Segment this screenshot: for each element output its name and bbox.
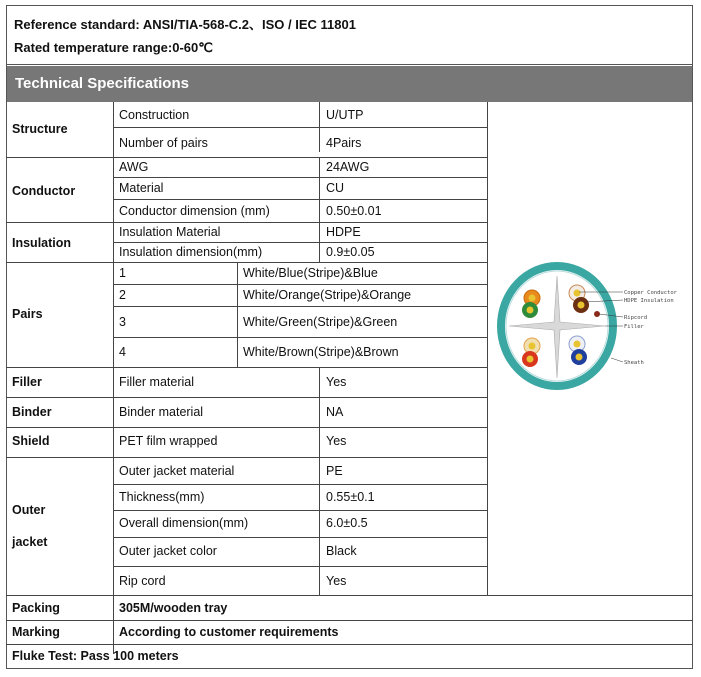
pair-number: 3 (119, 315, 126, 329)
thickness-label: Thickness(mm) (119, 490, 205, 504)
insulation-material-value: HDPE (326, 225, 361, 239)
awg-value: 24AWG (326, 160, 370, 174)
filler-material-value: Yes (326, 375, 347, 389)
category-outer-jacket-line1: Outer (12, 503, 46, 517)
category-insulation: Insulation (12, 236, 72, 250)
packing-value: 305M/wooden tray (119, 601, 228, 615)
construction-label: Construction (119, 108, 190, 122)
pairs-count-label: Number of pairs (119, 136, 208, 150)
pair-number: 1 (119, 266, 126, 280)
jacket-color-value: Black (326, 544, 357, 558)
outer-jacket-material-value: PE (326, 464, 343, 478)
category-pairs: Pairs (12, 307, 43, 321)
insulation-material-label: Insulation Material (119, 225, 221, 239)
insulation-dimension-value: 0.9±0.05 (326, 245, 375, 259)
jacket-color-label: Outer jacket color (119, 544, 217, 558)
category-outer-jacket-line2: jacket (12, 535, 48, 549)
pair-color: White/Orange(Stripe)&Orange (243, 288, 412, 302)
label-ripcord: Ripcord (624, 315, 648, 321)
category-filler: Filler (12, 375, 42, 389)
binder-material-value: NA (326, 405, 344, 419)
pairs-count-value: 4Pairs (326, 136, 362, 150)
section-title-banner: Technical Specifications (7, 66, 692, 102)
ripcord-value: Yes (326, 574, 347, 588)
fluke-test: Fluke Test: Pass 100 meters (12, 649, 179, 663)
pair-color: White/Green(Stripe)&Green (243, 315, 398, 329)
conductor-dimension-label: Conductor dimension (mm) (119, 204, 270, 218)
conductor-material-label: Material (119, 181, 164, 195)
category-marking: Marking (12, 625, 60, 639)
ripcord-label: Rip cord (119, 574, 166, 588)
reference-standard: Reference standard: ANSI/TIA-568-C.2、ISO / IEC 11801 (14, 17, 356, 32)
shield-value: Yes (326, 434, 347, 448)
category-binder: Binder (12, 405, 52, 419)
conductor-material-value: CU (326, 181, 345, 195)
label-filler: Filler (624, 324, 644, 330)
shield-label: PET film wrapped (119, 434, 218, 448)
pair-color: White/Blue(Stripe)&Blue (243, 266, 378, 280)
label-sheath: Sheath (624, 360, 644, 366)
binder-material-label: Binder material (119, 405, 204, 419)
filler-material-label: Filler material (119, 375, 195, 389)
insulation-dimension-label: Insulation dimension(mm) (119, 245, 263, 259)
thickness-value: 0.55±0.1 (326, 490, 375, 504)
outer-jacket-material-label: Outer jacket material (119, 464, 235, 478)
overall-dimension-label: Overall dimension(mm) (119, 516, 249, 530)
rated-temperature: Rated temperature range:0-60℃ (14, 40, 213, 55)
category-structure: Structure (12, 122, 68, 136)
pair-number: 2 (119, 288, 126, 302)
pair-color: White/Brown(Stripe)&Brown (243, 345, 399, 359)
conductor-dimension-value: 0.50±0.01 (326, 204, 382, 218)
awg-label: AWG (119, 160, 149, 174)
label-hdpe-insulation: HDPE Insulation (624, 298, 674, 304)
cable-cross-section-diagram (497, 256, 695, 396)
pair-number: 4 (119, 345, 126, 359)
construction-value: U/UTP (326, 108, 364, 122)
category-packing: Packing (12, 601, 60, 615)
category-shield: Shield (12, 434, 50, 448)
marking-value: According to customer requirements (119, 625, 339, 639)
category-conductor: Conductor (12, 184, 76, 198)
label-copper-conductor: Copper Conductor (624, 290, 677, 296)
overall-dimension-value: 6.0±0.5 (326, 516, 368, 530)
header-divider (6, 64, 693, 65)
